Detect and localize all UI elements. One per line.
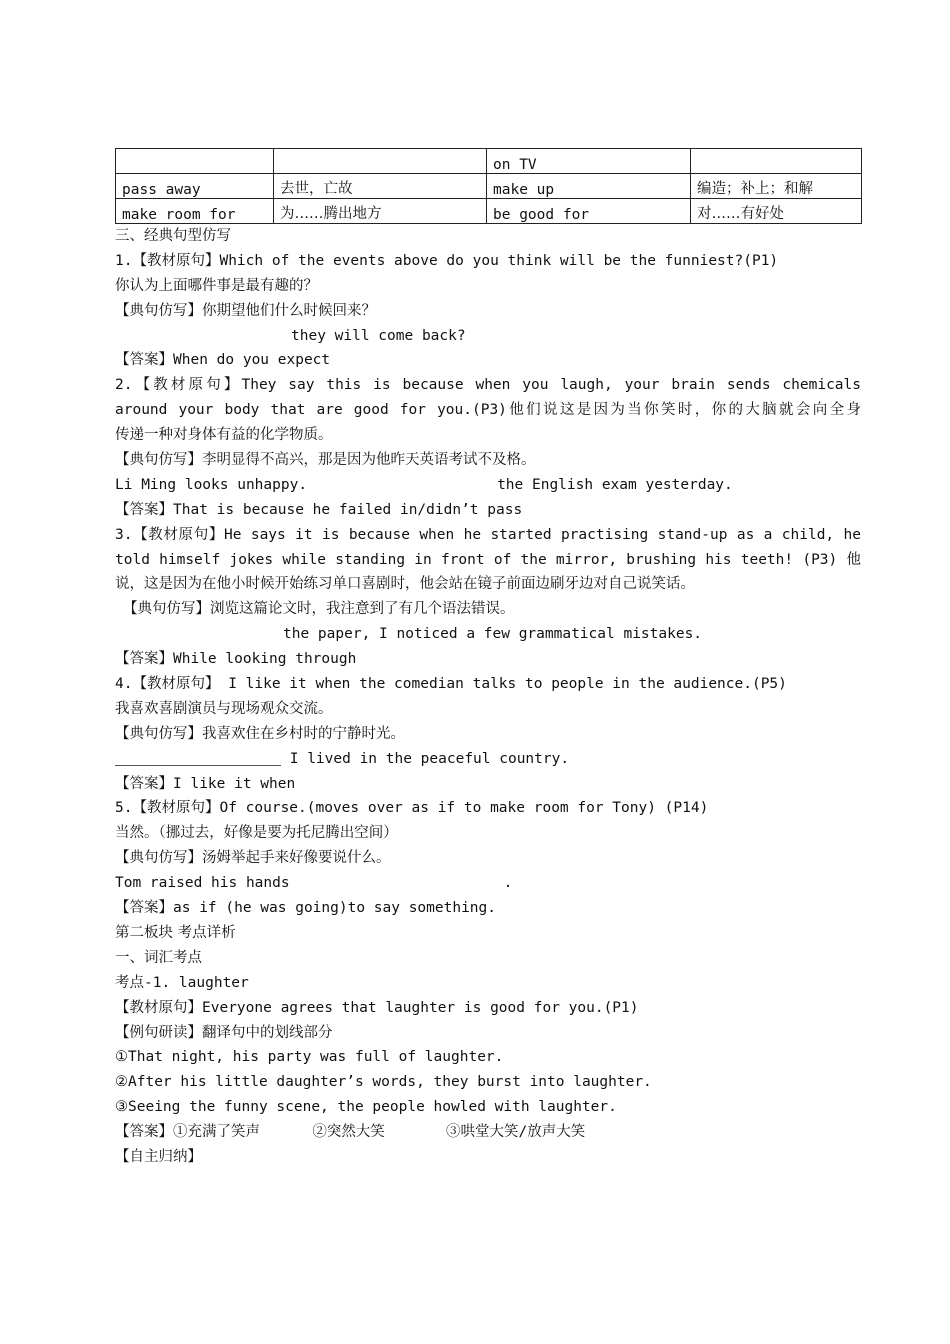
vocab-section-title: 一、词汇考点	[115, 949, 202, 966]
vocab-table-cell	[116, 149, 274, 174]
vocab-table	[115, 148, 862, 224]
item1-imitate: 【典句仿写】你期望他们什么时候回来？	[115, 302, 376, 319]
vocab-table-cell: pass away	[116, 174, 274, 199]
point1-answer: 【答案】①充满了笑声 ②突然大笑 ③哄堂大笑/放声大笑	[115, 1124, 586, 1141]
vocab-table-cell: 编造；补上；和解	[691, 174, 862, 199]
item2-original-b: around your body that are good for you.(P3)他们说这是因为当你笑时，你的大脑就会向全身	[115, 402, 861, 419]
item4-blank-line	[115, 747, 861, 772]
item3-blank-line: the paper, I noticed a few grammatical mistakes.	[283, 626, 703, 643]
item2-blank-end: the English exam yesterday.	[497, 476, 733, 493]
item1-translation: 你认为上面哪件事是最有趣的？	[115, 277, 318, 294]
point1-study: 【例句研读】翻译句中的划线部分	[115, 1024, 333, 1041]
point1-summary: 【自主归纳】	[115, 1148, 202, 1165]
item5-blank-line	[115, 871, 861, 896]
vocab-table-cell: 对……有好处	[691, 199, 862, 224]
item5-answer: 【答案】as if (he was going)to say something.	[115, 900, 496, 917]
point1-original: 【教材原句】Everyone agrees that laughter is good for you.(P1)	[115, 999, 639, 1016]
vocab-table-cell: on TV	[487, 149, 691, 174]
vocab-table-row	[116, 174, 862, 199]
item2-blank-line	[115, 473, 861, 498]
item1-answer: 【答案】When do you expect	[115, 352, 331, 369]
vocab-table-cell: be good for	[487, 199, 691, 224]
item3-imitate: 【典句仿写】浏览这篇论文时，我注意到了有几个语法错误。	[123, 601, 515, 618]
vocab-table-cell	[691, 149, 862, 174]
section-title: 三、经典句型仿写	[115, 228, 231, 244]
vocab-table-cell: 去世，亡故	[274, 174, 487, 199]
point1-example-1: ①That night, his party was full of laughter.	[115, 1049, 504, 1066]
item5-blank-start: Tom raised his hands	[115, 875, 290, 892]
vocab-table-cell: make up	[487, 174, 691, 199]
item5-original: 5.【教材原句】Of course.(moves over as if to make room for Tony) (P14)	[115, 800, 709, 817]
item4-original: 4.【教材原句】 I like it when the comedian talks to people in the audience.(P5)	[115, 676, 787, 693]
vocab-table-row	[116, 149, 862, 174]
part2-title: 第二板块 考点详析	[115, 924, 236, 941]
item5-blank-end: .	[503, 875, 513, 892]
item1-original: 1.【教材原句】Which of the events above do you think will be the funniest?(P1)	[115, 252, 779, 269]
vocab-table-cell: make room for	[116, 199, 274, 224]
item2-imitate: 【典句仿写】李明显得不高兴，那是因为他昨天英语考试不及格。	[115, 452, 536, 469]
item5-translation: 当然。（挪过去，好像是要为托尼腾出空间）	[115, 825, 398, 842]
point1-example-2: ②After his little daughter’s words, they burst into laughter.	[115, 1074, 652, 1091]
document-page	[115, 148, 861, 1170]
item5-imitate: 【典句仿写】汤姆举起手来好像要说什么。	[115, 850, 391, 867]
item3-original-b: told himself jokes while standing in front of the mirror, brushing his teeth! (P3) 他	[115, 551, 861, 568]
item4-answer: 【答案】I like it when	[115, 775, 296, 792]
item2-original-c: 传递一种对身体有益的化学物质。	[115, 427, 333, 444]
item2-original-a: 2.【教材原句】They say this is because when you laugh, your brain sends chemicals	[115, 377, 861, 394]
fill-blank[interactable]	[115, 749, 281, 766]
vocab-table-cell	[274, 149, 487, 174]
point1-title: 考点-1. laughter	[115, 974, 249, 991]
item3-answer: 【答案】While looking through	[115, 651, 357, 668]
item4-blank-text: I lived in the peaceful country.	[289, 750, 570, 767]
item3-original-c: 说，这是因为在他小时候开始练习单口喜剧时，他会站在镜子前面边刷牙边对自己说笑话。	[115, 576, 695, 593]
item4-translation: 我喜欢喜剧演员与现场观众交流。	[115, 700, 333, 717]
vocab-table-row	[116, 199, 862, 224]
item4-imitate: 【典句仿写】我喜欢住在乡村时的宁静时光。	[115, 725, 405, 742]
item1-blank-line: they will come back?	[291, 327, 466, 344]
item2-answer: 【答案】That is because he failed in/didn’t pass	[115, 501, 523, 518]
item2-blank-start: Li Ming looks unhappy.	[115, 476, 308, 493]
item3-original-a: 3.【教材原句】He says it is because when he started practising stand-up as a child, he	[115, 526, 861, 543]
point1-example-3: ③Seeing the funny scene, the people howled with laughter.	[115, 1099, 617, 1116]
vocab-table-cell: 为……腾出地方	[274, 199, 487, 224]
